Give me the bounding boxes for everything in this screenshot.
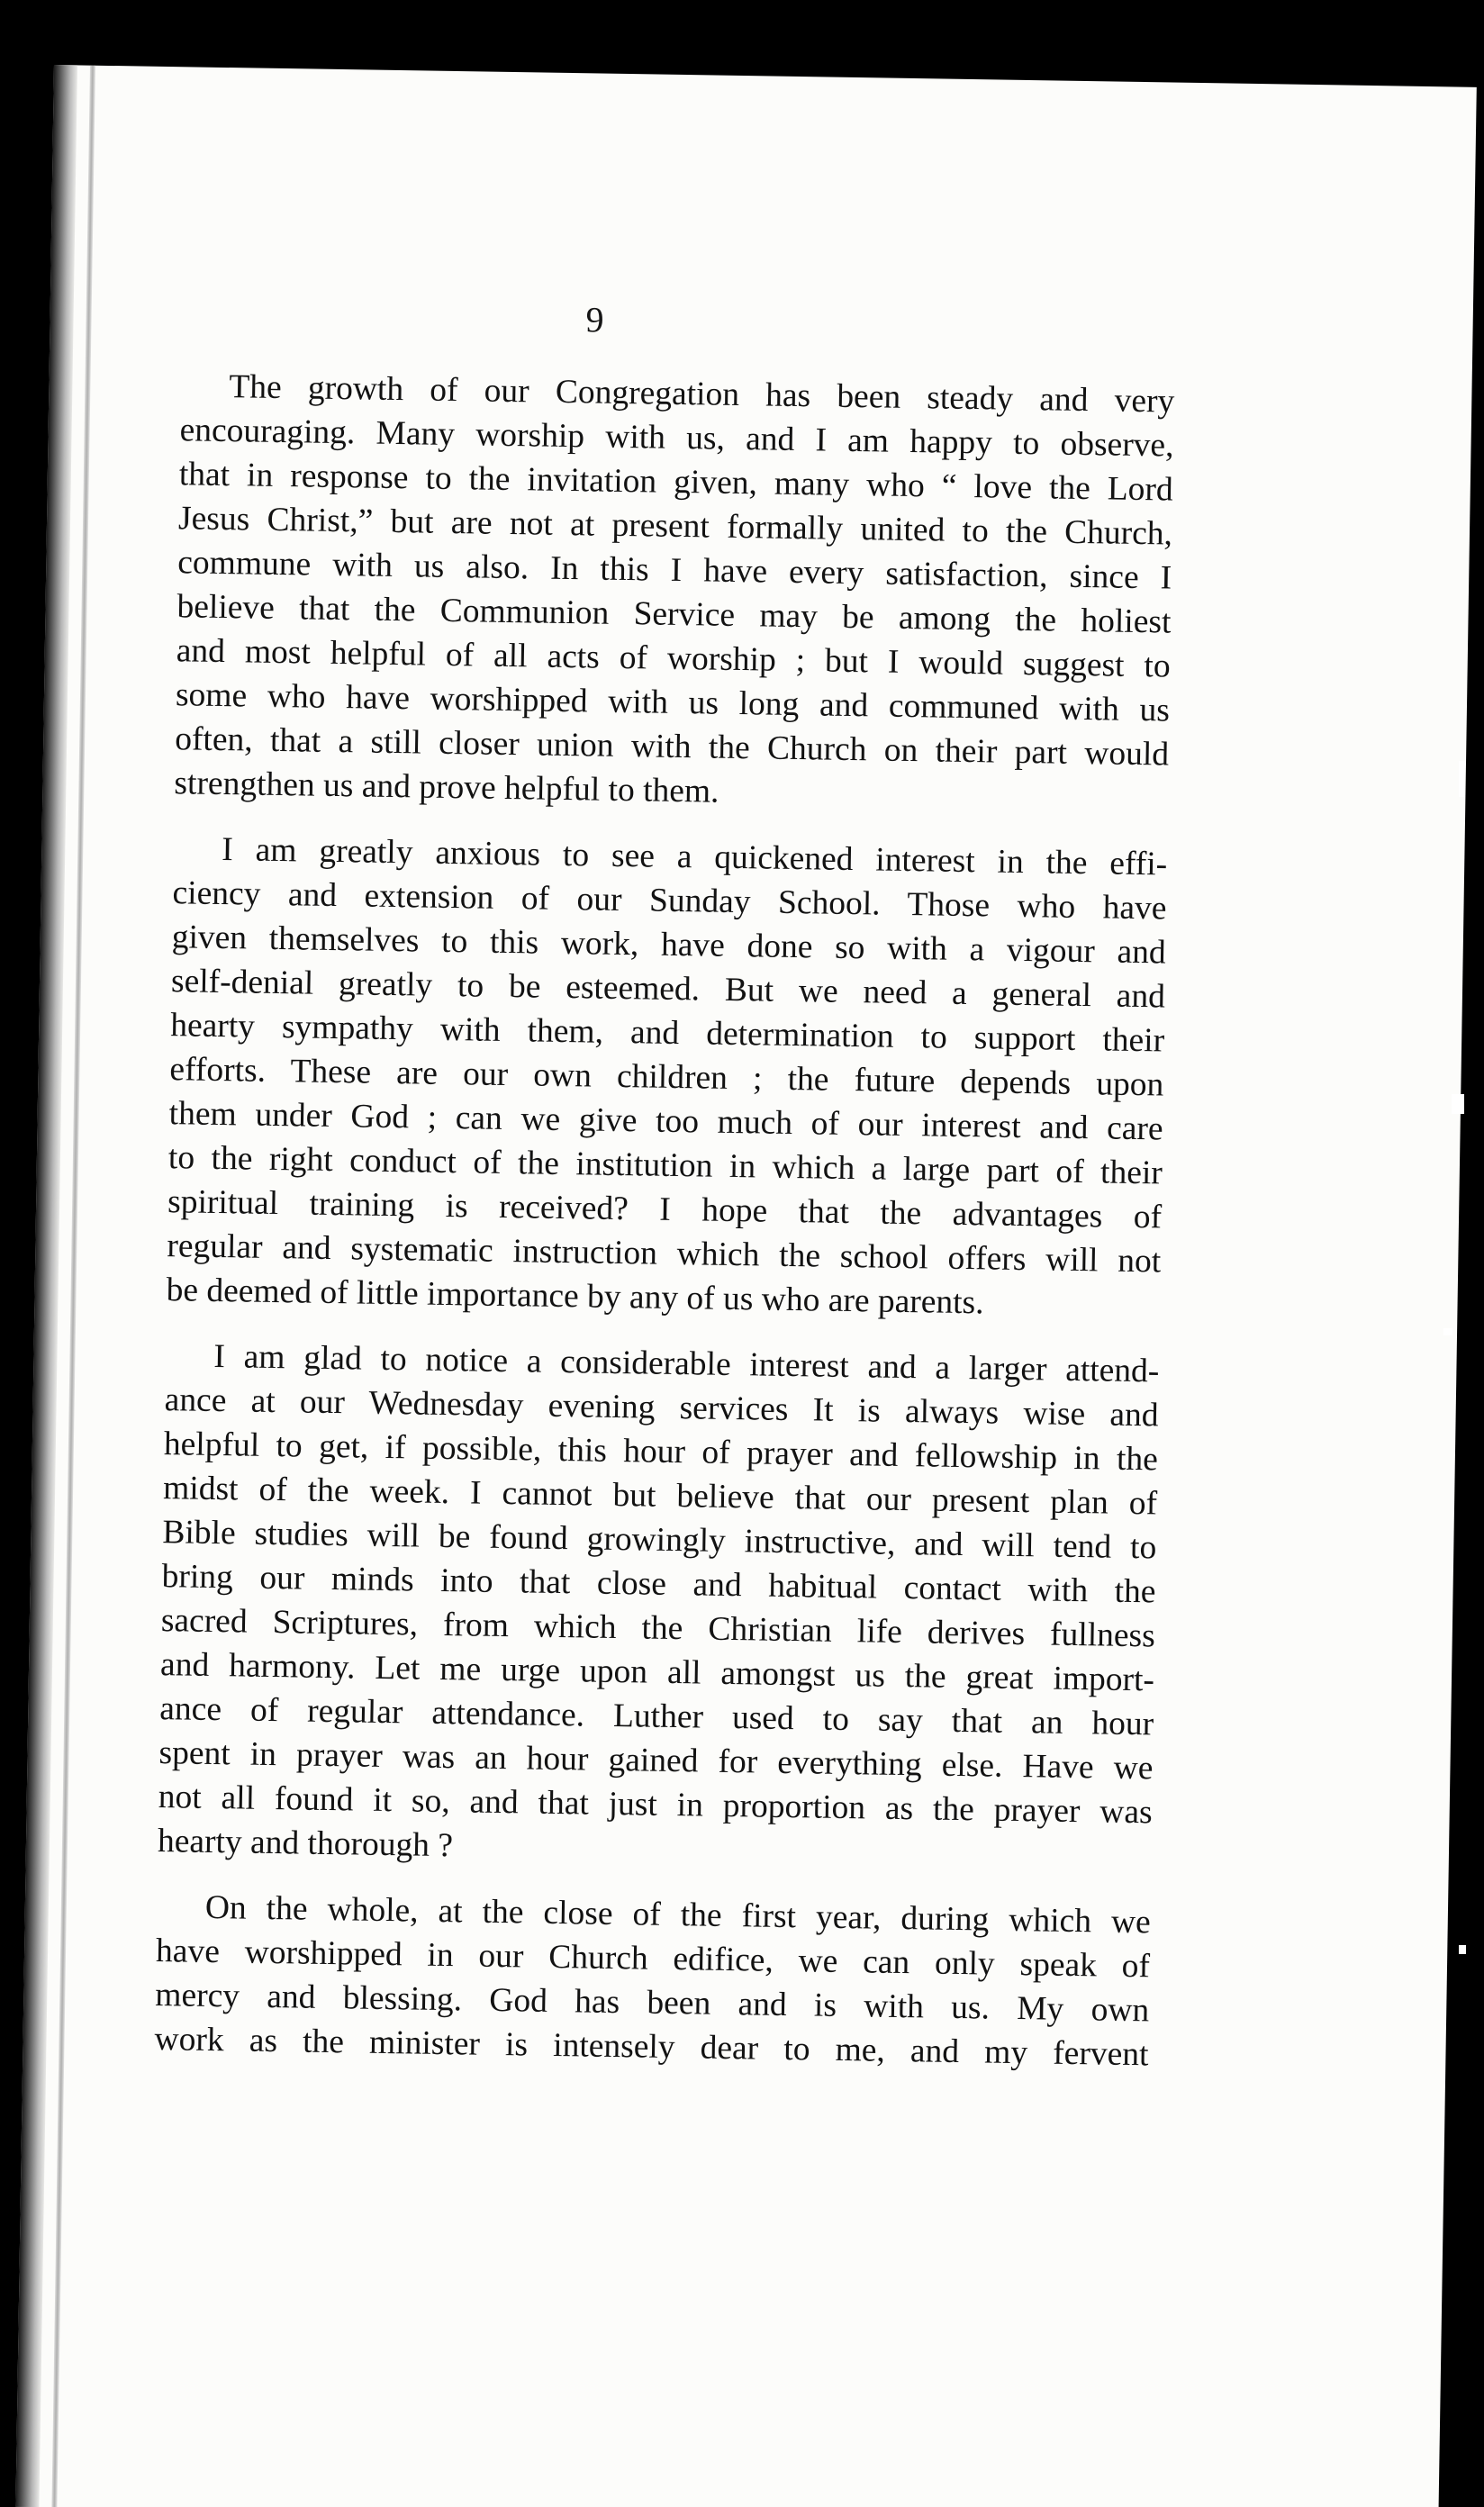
text-line: I am greatly anxious to see a quickened interest in the effi- bbox=[222, 831, 1168, 883]
text-line: sacred Scriptures, from which the Christian life derives fullness bbox=[160, 1602, 1156, 1655]
text-line: work as the minister is intensely dear to me, and my fervent bbox=[154, 2021, 1149, 2074]
text-line: be deemed of little importance by any of us who are parents. bbox=[166, 1272, 984, 1322]
text-line: strengthen us and prove helpful to them. bbox=[174, 765, 719, 810]
text-line: commune with us also. In this I have every satisfaction, since I bbox=[177, 544, 1172, 597]
paragraph-congregation bbox=[174, 364, 1175, 820]
text-line: helpful to get, if possible, this hour of prayer and fellowship in the bbox=[163, 1425, 1159, 1479]
text-line: have worshipped in our Church edifice, we can only speak of bbox=[155, 1932, 1151, 1986]
text-line: and harmony. Let me urge upon all amongst us the great import- bbox=[159, 1646, 1155, 1699]
text-line: regular and systematic instruction which the school offers will not bbox=[167, 1227, 1162, 1281]
text-line: ance at our Wednesday evening services It is always wise and bbox=[164, 1381, 1159, 1435]
text-line: to the right conduct of the institution in which a large part of their bbox=[167, 1139, 1163, 1192]
text-line: encouraging. Many worship with us, and I am happy to observe, bbox=[179, 412, 1174, 465]
text-line: spent in prayer was an hour gained for everything else. Have we bbox=[158, 1734, 1154, 1787]
text-line: spiritual training is received? I hope that the advantages of bbox=[167, 1183, 1163, 1236]
text-line: often, that a still closer union with the Church on their part would bbox=[174, 720, 1170, 774]
scan-artifact bbox=[1459, 761, 1465, 797]
text-line: some who have worshipped with us long and communed with us bbox=[175, 676, 1171, 729]
paragraph-wednesday-services bbox=[158, 1334, 1160, 1878]
paragraph-first-year bbox=[154, 1885, 1151, 2077]
text-line: Bible studies will be found growingly instructive, and will tend to bbox=[162, 1514, 1157, 1567]
page-number: 9 bbox=[585, 299, 604, 340]
document-page bbox=[15, 65, 1476, 2507]
text-line: mercy and blessing. God has been and is with us. My own bbox=[155, 1977, 1150, 2030]
text-line: midst of the week. I cannot but believe that our present plan of bbox=[162, 1470, 1158, 1523]
scan-artifact bbox=[1443, 1328, 1452, 1335]
text-line: not all found it so, and that just in proportion as the prayer was bbox=[158, 1778, 1153, 1832]
text-line: bring our minds into that close and habitual contact with the bbox=[161, 1558, 1156, 1611]
text-line: given themselves to this work, have done so with a vigour and bbox=[171, 919, 1166, 972]
text-line: hearty sympathy with them, and determination to support their bbox=[169, 1007, 1165, 1060]
text-line: The growth of our Congregation has been steady and very bbox=[229, 368, 1175, 421]
paragraph-sunday-school bbox=[166, 827, 1167, 1327]
text-line: and most helpful of all acts of worship ; but I would suggest to bbox=[176, 632, 1171, 685]
text-line: Jesus Christ,” but are not at present formally united to the Church, bbox=[177, 500, 1173, 553]
text-line: self-denial greatly to be esteemed. But we need a general and bbox=[170, 963, 1166, 1016]
text-line: On the whole, at the close of the first year, during which we bbox=[204, 1888, 1152, 1941]
text-line: believe that the Communion Service may be among the holiest bbox=[176, 588, 1172, 641]
text-line: ciency and extension of our Sunday School. Those who have bbox=[172, 874, 1167, 928]
book-spine-shadow bbox=[15, 65, 77, 2507]
scan-artifact bbox=[1459, 1945, 1466, 1954]
text-line: them under God ; can we give too much of our interest and care bbox=[168, 1095, 1163, 1148]
text-line: that in response to the invitation given, many who “ love the Lord bbox=[178, 456, 1174, 509]
text-line: I am glad to notice a considerable interest and a larger attend- bbox=[213, 1337, 1160, 1390]
text-line: ance of regular attendance. Luther used to say that an hour bbox=[159, 1690, 1154, 1743]
scan-artifact bbox=[1452, 1094, 1464, 1114]
text-line: efforts. These are our own children ; the future depends upon bbox=[169, 1051, 1164, 1104]
text-line: hearty and thorough ? bbox=[157, 1823, 454, 1865]
body-text bbox=[154, 364, 1175, 2098]
